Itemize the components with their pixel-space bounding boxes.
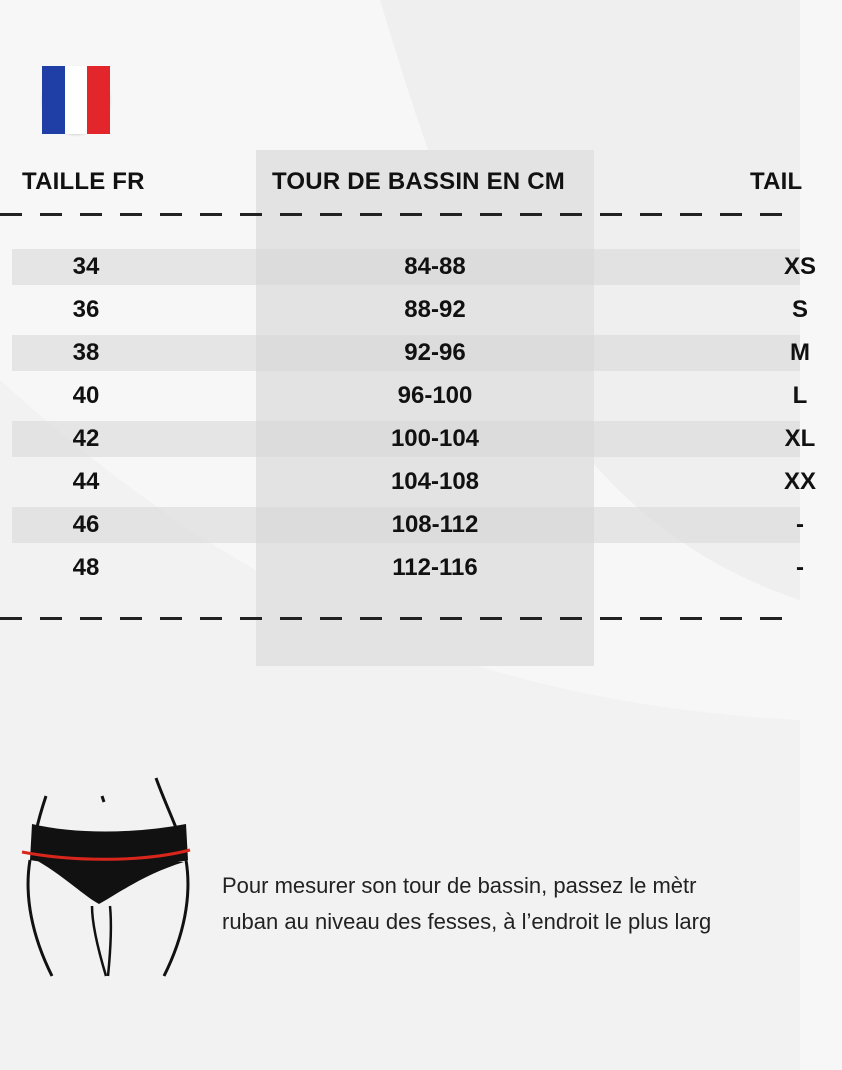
cell-taille-fr: 44 [72,468,100,495]
cell-taille-intl: M [790,339,810,366]
cell-taille-intl: L [792,382,808,409]
cell-tour-bassin: 88-92 [404,296,466,323]
cell-taille-intl: XS [783,253,816,280]
cell-tour-bassin: 108-112 [391,511,479,538]
table-row [12,421,816,457]
table-row [12,335,810,371]
measurement-note-line-1: Pour mesurer son tour de bassin, passez le mètr [222,873,697,898]
cell-taille-fr: 42 [72,425,100,452]
bottom-dashed-divider [0,617,800,620]
cell-taille-intl: XX [783,468,816,495]
table-row [12,249,816,285]
cell-taille-fr: 36 [72,296,100,323]
header-taille-intl: TAIL [750,168,803,195]
cell-tour-bassin: 100-104 [390,425,480,452]
hip-measurement-icon [14,776,194,986]
table-row [12,464,816,500]
cell-tour-bassin: 112-116 [392,554,478,581]
cell-taille-fr: 38 [72,339,100,366]
cell-taille-intl: XL [784,425,816,452]
cell-tour-bassin: 92-96 [404,339,466,366]
cell-taille-fr: 40 [72,382,100,409]
table-row [12,550,804,586]
cell-tour-bassin: 104-108 [390,468,480,495]
table-row [12,378,808,414]
cell-taille-intl: - [796,511,804,538]
table-row [12,292,808,328]
cell-taille-intl: S [791,296,808,323]
france-flag-icon [42,66,110,134]
cell-taille-fr: 46 [72,511,100,538]
header-taille-fr: TAILLE FR [22,168,145,195]
cell-taille-intl: - [796,554,804,581]
cell-taille-fr: 48 [72,554,100,581]
cell-tour-bassin: 96-100 [397,382,473,409]
top-dashed-divider [0,213,800,216]
header-tour-de-bassin: TOUR DE BASSIN EN CM [272,168,565,195]
measurement-note-line-2: ruban au niveau des fesses, à l’endroit le plus larg [222,909,712,934]
cell-taille-fr: 34 [72,253,100,280]
measurement-note [222,868,842,940]
cell-tour-bassin: 84-88 [404,253,466,280]
table-row [12,507,804,543]
